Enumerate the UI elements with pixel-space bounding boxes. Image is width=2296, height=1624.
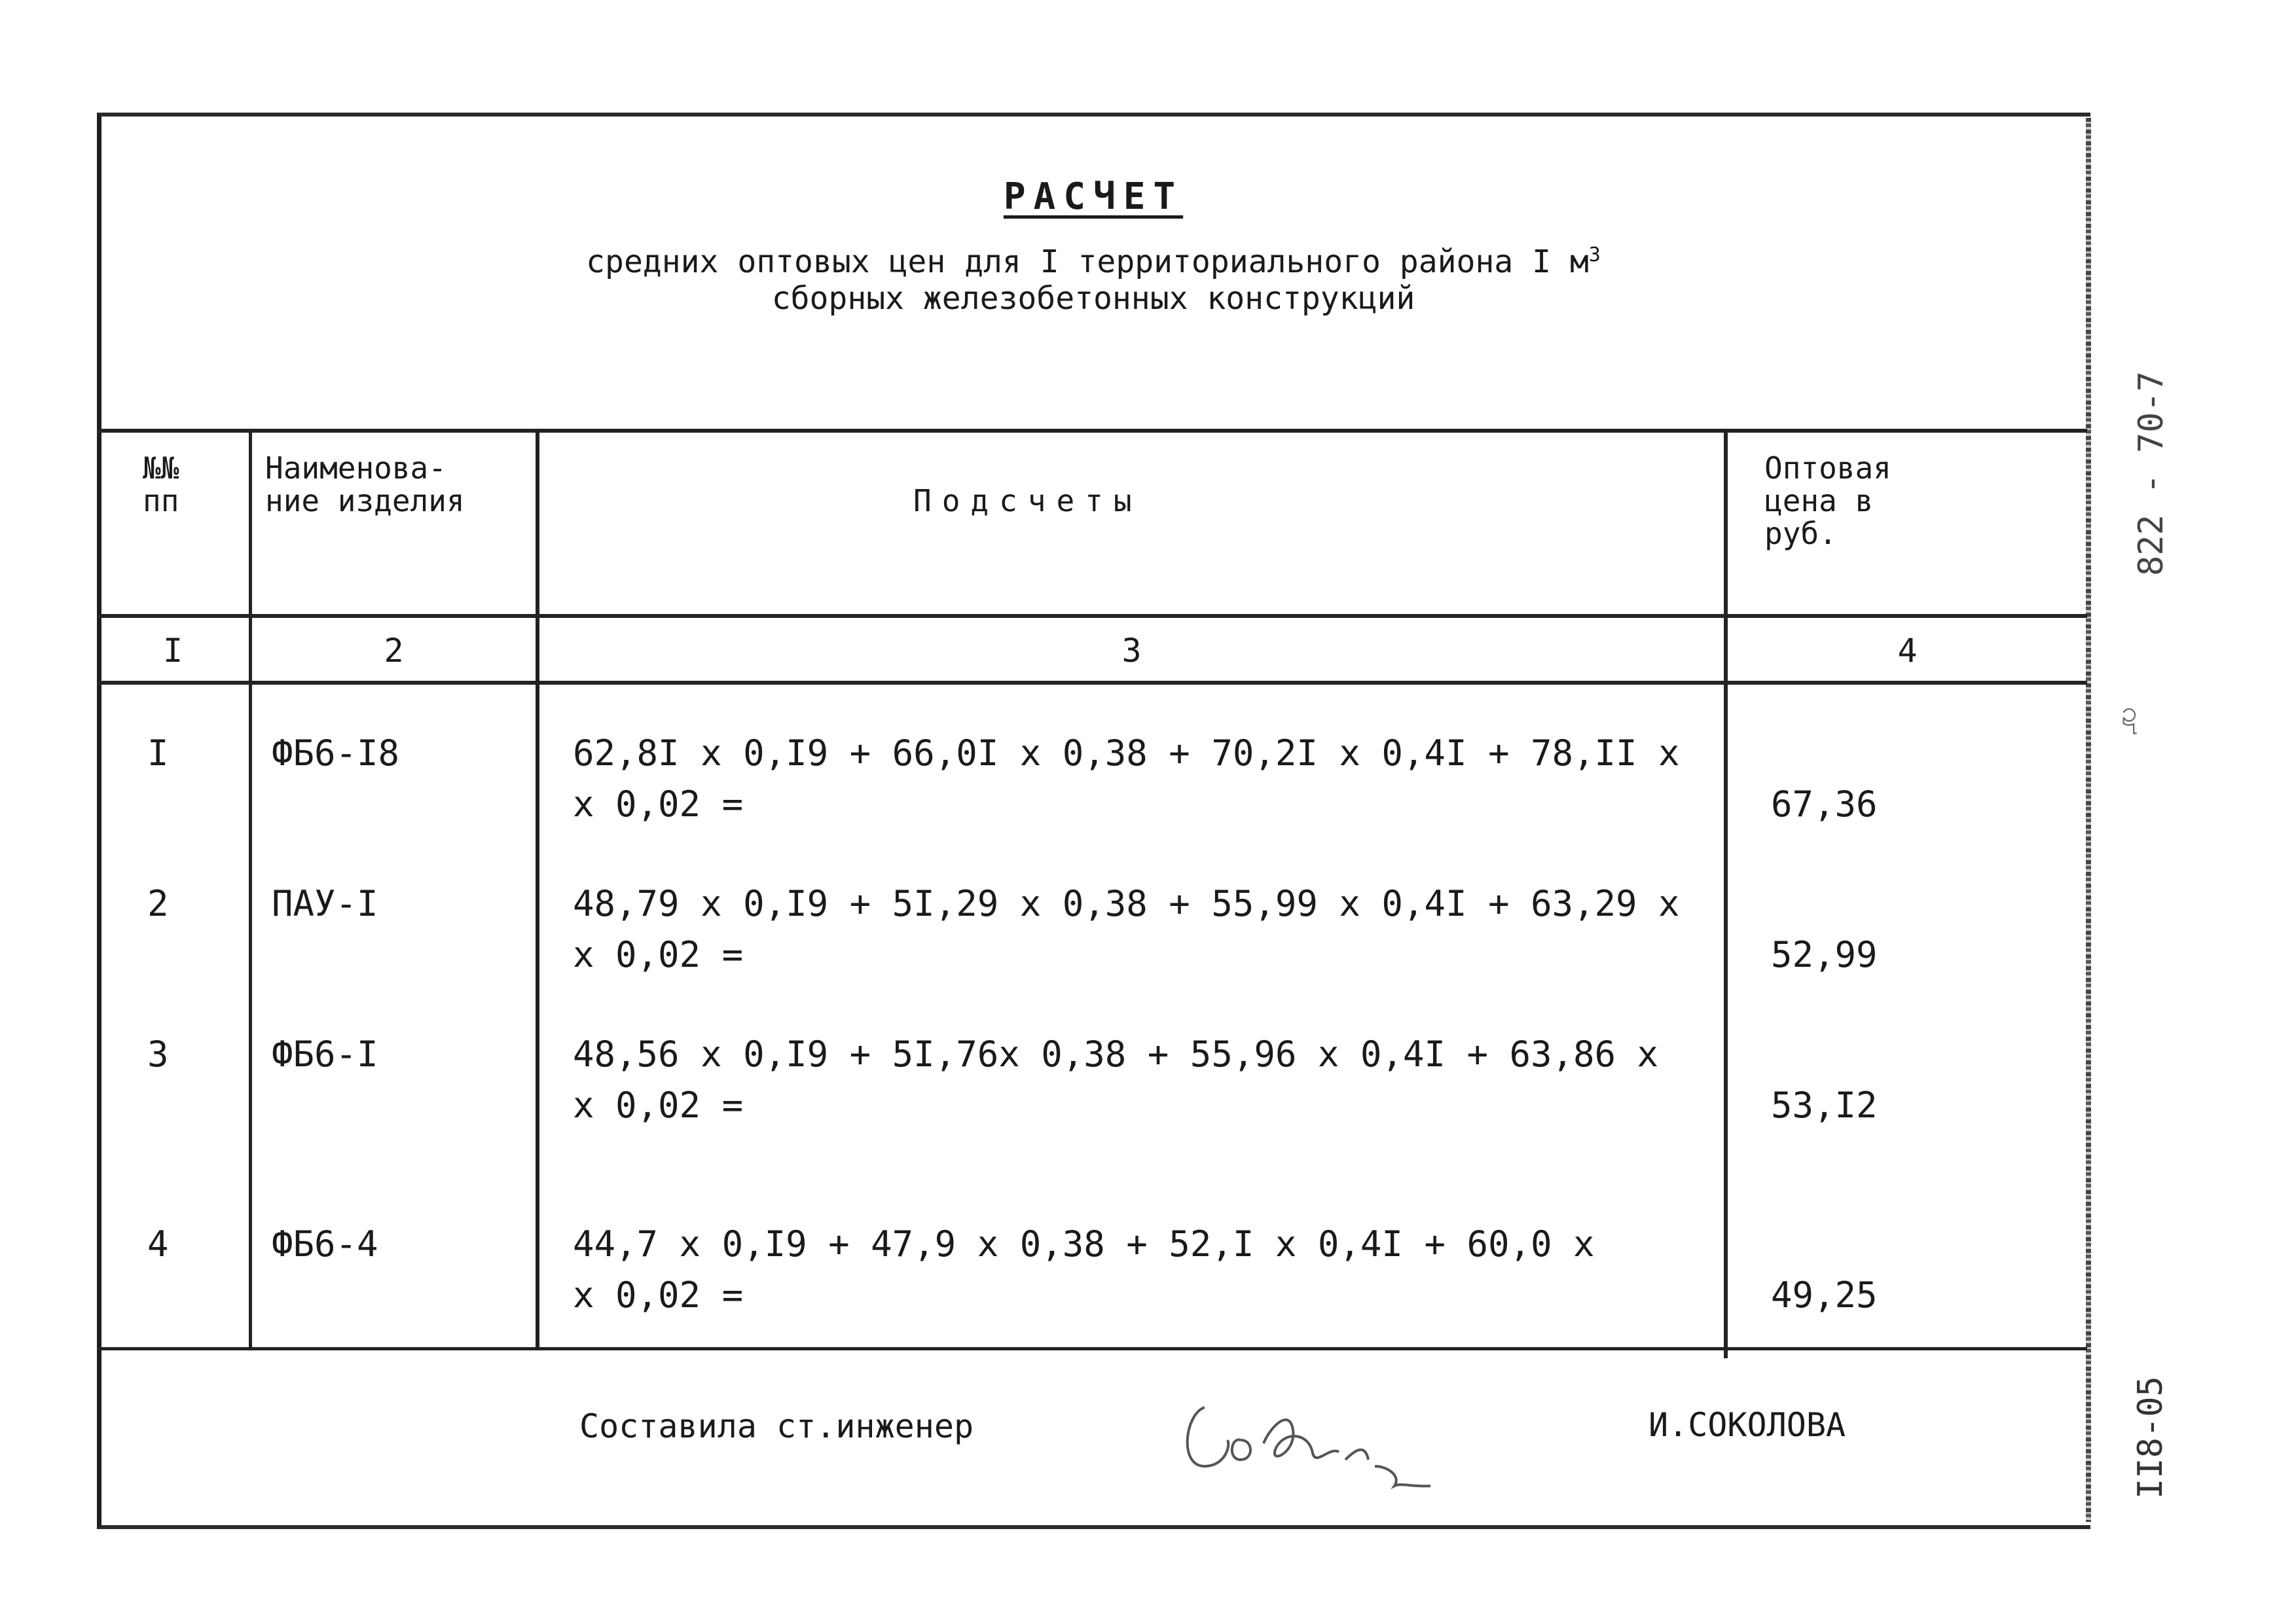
row-3-name: ФБ6-I [272, 1034, 378, 1075]
col-divider-1 [249, 429, 252, 1350]
row-2-calc-line-1: 48,79 x 0,I9 + 5I,29 x 0,38 + 55,99 x 0,4I + 63,29 x [573, 883, 1680, 924]
row-3-price: 53,I2 [1771, 1085, 1878, 1126]
row-3-calc-line-2: x 0,02 = [573, 1085, 744, 1126]
header-bottom-border [97, 614, 2087, 618]
header-price: Оптовая цена в руб. [1764, 450, 1891, 551]
subtitle-superscript: 3 [1588, 244, 1601, 266]
row-1-calc-line-1: 62,8I x 0,I9 + 66,0I x 0,38 + 70,2I x 0,4I + 78,II x [573, 732, 1680, 774]
column-number-4: 4 [1897, 632, 1918, 670]
header-calculations: Подсчеты [913, 483, 1142, 518]
row-4-number: 4 [147, 1223, 169, 1265]
table-top-border [97, 429, 2087, 433]
row-1-price: 67,36 [1771, 784, 1878, 825]
header-item-name: Наименова- ние изделия [265, 450, 465, 518]
row-3-number: 3 [147, 1034, 169, 1075]
binding-edge [2086, 118, 2091, 1522]
document-subtitle [458, 244, 1728, 317]
margin-code-bottom: II8-05 [2131, 1376, 2170, 1499]
column-number-1: I [162, 632, 183, 670]
column-number-3: 3 [1121, 632, 1142, 670]
row-1-number: I [147, 732, 169, 774]
table-bottom-border [97, 1347, 2087, 1350]
col-divider-3 [1724, 429, 1728, 1358]
column-numbers-bottom-border [97, 681, 2087, 685]
compiled-by-label: Составила ст.инженер [579, 1407, 974, 1445]
row-4-calc-line-1: 44,7 x 0,I9 + 47,9 x 0,38 + 52,I x 0,4I + 60,0 x [573, 1223, 1595, 1265]
row-4-name: ФБ6-4 [272, 1223, 378, 1265]
document-title: РАСЧЕТ [1003, 175, 1184, 218]
row-1-calc-line-2: x 0,02 = [573, 784, 744, 825]
row-3-calc-line-1: 48,56 x 0,I9 + 5I,76x 0,38 + 55,96 x 0,4I + 63,86 x [573, 1034, 1659, 1075]
signature [1178, 1368, 1453, 1499]
header-number: №№ пп [143, 450, 179, 518]
row-4-price: 49,25 [1771, 1274, 1878, 1316]
row-2-number: 2 [147, 883, 169, 924]
row-2-price: 52,99 [1771, 934, 1878, 975]
margin-mark: ဍ [2121, 695, 2138, 729]
col-divider-2 [536, 429, 539, 1350]
row-2-calc-line-2: x 0,02 = [573, 934, 744, 975]
subtitle-line-1: средних оптовых цен для I территориального района I м [586, 244, 1589, 280]
column-number-2: 2 [384, 632, 404, 670]
row-4-calc-line-2: x 0,02 = [573, 1274, 744, 1316]
compiler-name: И.СОКОЛОВА [1649, 1406, 1846, 1444]
row-2-name: ПАУ-I [272, 883, 378, 924]
row-1-name: ФБ6-I8 [272, 732, 400, 774]
subtitle-line-2: сборных железобетонных конструкций [771, 280, 1415, 317]
margin-code-top: 822 - 70-7 [2132, 370, 2171, 576]
